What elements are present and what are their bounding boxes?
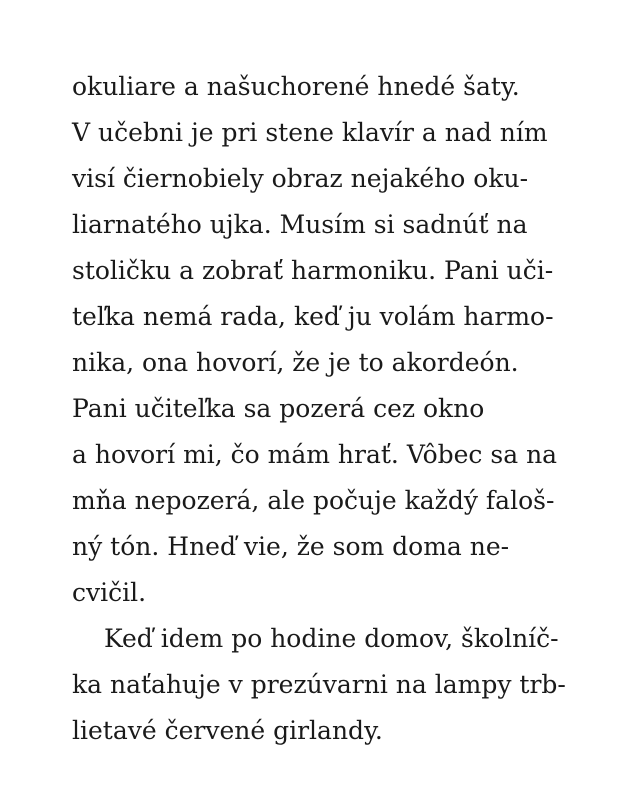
text-line: teľka nemá rada, keď ju volám harmo- xyxy=(72,302,554,331)
text-line: mňa nepozerá, ale počuje každý faloš- xyxy=(72,486,555,515)
text-line: a hovorí mi, čo mám hrať. Vôbec sa na xyxy=(72,440,558,469)
text-line: nika, ona hovorí, že je to akordeón. xyxy=(72,348,519,377)
paragraph-start-line: Keď idem po hodine domov, školníč- xyxy=(104,624,559,653)
text-line: okuliare a našuchorené hnedé šaty. xyxy=(72,72,520,101)
body-text xyxy=(72,64,612,754)
text-line: ný tón. Hneď vie, že som doma ne- xyxy=(72,532,510,561)
text-line: stoličku a zobrať harmoniku. Pani uči- xyxy=(72,256,554,285)
text-line: lietavé červené girlandy. xyxy=(72,716,383,745)
text-line: cvičil. xyxy=(72,578,147,607)
text-line: liarnatého ujka. Musím si sadnúť na xyxy=(72,210,528,239)
text-line: ka naťahuje v prezúvarni na lampy trb- xyxy=(72,670,566,699)
text-line: V učebni je pri stene klavír a nad ním xyxy=(72,118,548,147)
text-line: Pani učiteľka sa pozerá cez okno xyxy=(72,394,485,423)
text-line: visí čiernobiely obraz nejakého oku- xyxy=(72,164,529,193)
